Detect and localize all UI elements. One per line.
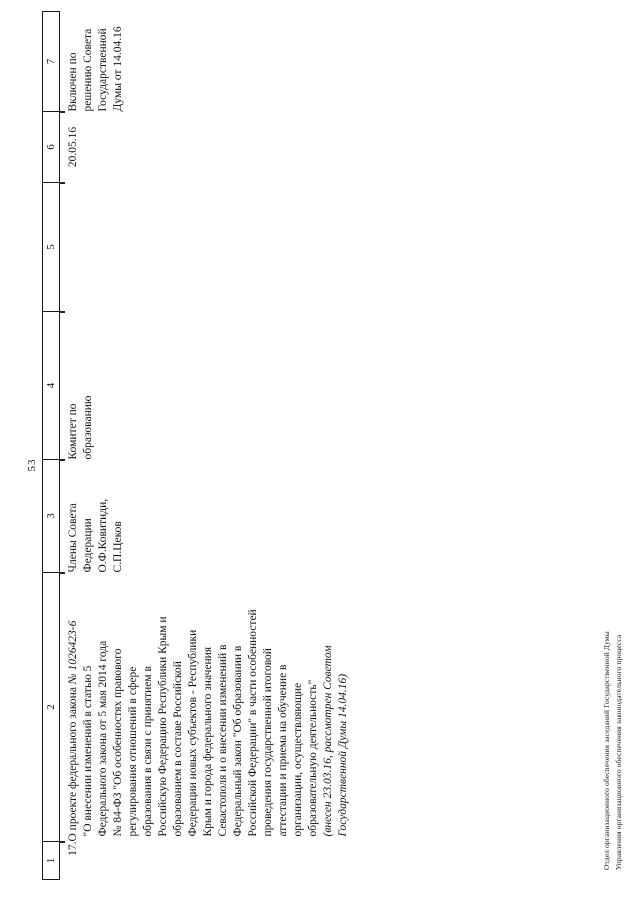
cell-row-number: 17.: [67, 841, 79, 856]
footer-line: Управления организационного обеспечения законодательного процесса: [613, 634, 623, 870]
status-line: Включен по: [67, 52, 79, 112]
bill-title-line: регулирования отношений в сфере: [127, 666, 139, 837]
cell-empty: [60, 183, 352, 312]
column-header-6: 6: [43, 112, 60, 183]
bill-title-line: образованием в составе Российской: [172, 661, 184, 837]
cell-committee: [60, 312, 352, 460]
bill-submission-note: Государственной Думы 14.04.16): [337, 673, 349, 837]
initiator-line: О.Ф.Ковитиди,: [97, 498, 109, 573]
bill-title-line: образования в связи с принятием в: [142, 666, 154, 837]
bill-title-line: Российскую Федерацию Республики Крым и: [157, 616, 169, 837]
column-border-stub: [60, 459, 65, 461]
cell-bill-title: [60, 573, 352, 842]
column-header-2: 2: [43, 573, 60, 842]
committee-line: Комитет по: [67, 403, 79, 460]
page-number: 53: [26, 458, 38, 472]
bill-submission-note: (внесен 23.03.16, рассмотрен Советом: [322, 645, 334, 837]
bill-title-line: Федерального закона от 5 мая 2014 года: [97, 640, 109, 837]
bill-number: № 1026423-6: [67, 620, 79, 685]
status-line: Государственной: [97, 28, 109, 112]
bills-table: [42, 11, 351, 880]
committee-line: образованию: [82, 395, 94, 460]
bill-title-line: организации, осуществляющие: [292, 682, 304, 837]
column-header-5: 5: [43, 183, 60, 312]
initiator-line: С.П.Цеков: [112, 521, 124, 573]
column-header-3: 3: [43, 460, 60, 573]
bill-title-line: Федеральный закон "Об образовании в: [232, 645, 244, 837]
cell-initiators: [60, 460, 352, 573]
column-header-7: 7: [43, 12, 60, 112]
bill-title-line: Федерации новых субъектов - Республики: [187, 629, 199, 837]
cell-status: [60, 12, 352, 112]
table-row: [60, 12, 352, 880]
cell-date: 20.05.16: [67, 126, 79, 168]
initiator-line: Члены Совета: [67, 503, 79, 573]
footer-line: Отдел организационного обеспечения заседаний Государственной Думы: [602, 631, 611, 870]
bill-title-line: Крым и города федерального значения: [202, 646, 214, 837]
bill-title-line: Российской Федерации" в части особенностей: [247, 609, 259, 837]
column-border-stub: [60, 572, 65, 574]
bill-title-line: образовательную деятельность": [307, 679, 319, 837]
bill-title-line: [66, 573, 81, 842]
bill-title-line: проведения государственной итоговой: [262, 648, 274, 837]
table-header-row: [43, 12, 60, 880]
bill-title-line: "О внесении изменений в статью 5: [82, 665, 94, 837]
status-line: Думы от 14.04.16: [112, 26, 124, 112]
column-border-stub: [60, 111, 65, 113]
column-border-stub: [60, 311, 65, 313]
column-header-4: 4: [43, 312, 60, 460]
bill-title-line: аттестации и приема на обучение в: [277, 664, 289, 837]
column-border-stub: [60, 182, 65, 184]
column-border-stub: [60, 841, 65, 843]
bill-title-line: № 84-ФЗ "Об особенностях правового: [112, 648, 124, 837]
bill-title-line: Севастополя и о внесении изменений в: [217, 644, 229, 837]
initiator-line: Федерации: [82, 518, 94, 573]
document-footer: [601, 631, 624, 870]
bill-title-prefix: О проекте федерального закона: [67, 684, 79, 842]
status-line: решению Совета: [82, 28, 94, 112]
column-header-1: 1: [43, 842, 60, 880]
